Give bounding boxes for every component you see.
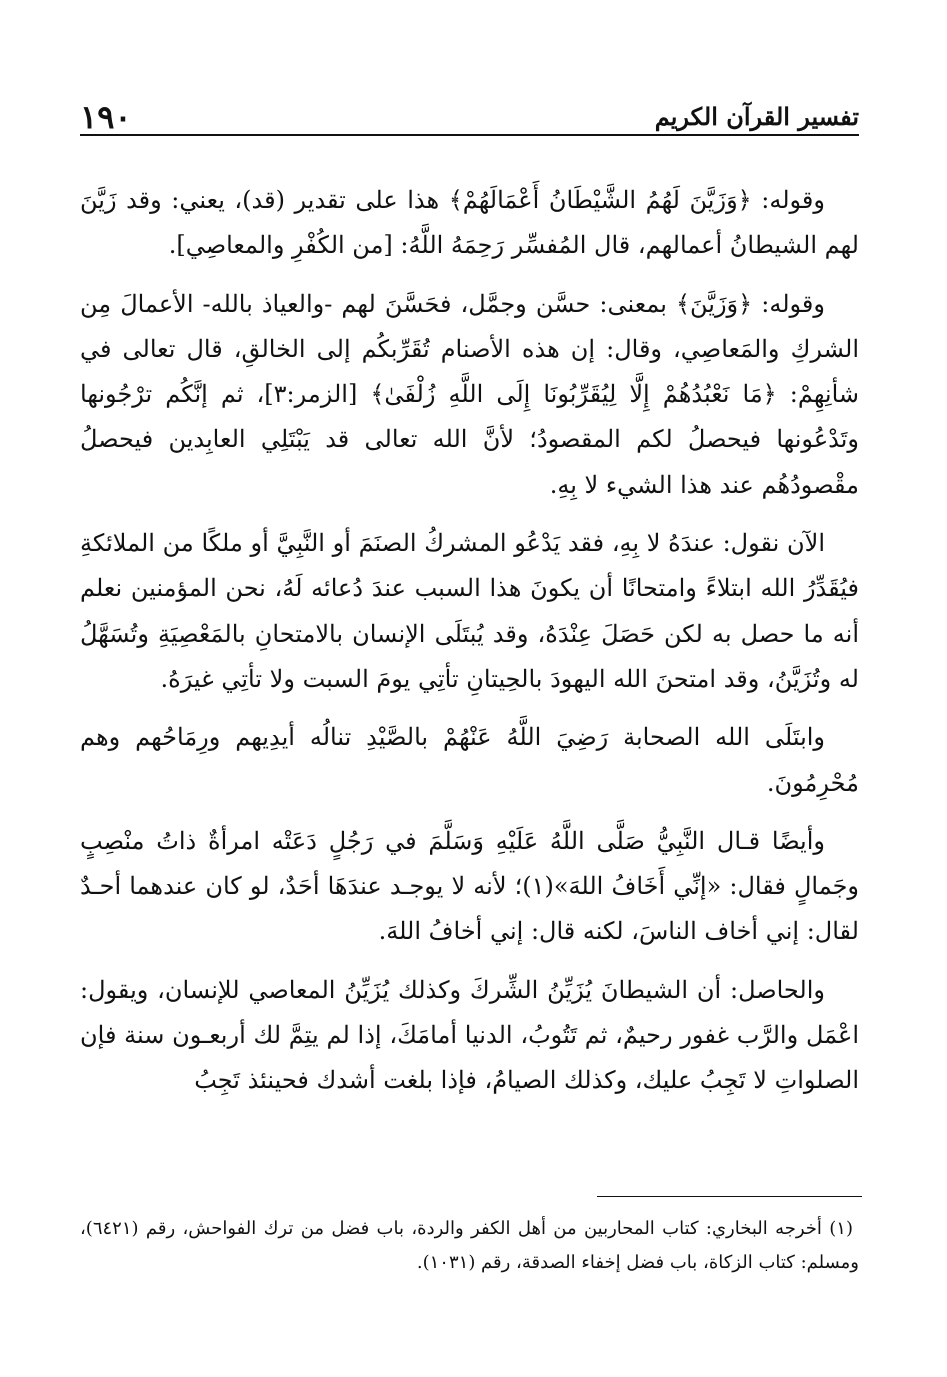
paragraph: وابتَلَى الله الصحابة رَضِيَ اللَّهُ عَنْهُمْ بالصَّيْدِ تنالُه أيدِيهم ورِمَاحُهم وهم مُحْرِمُونَ. (80, 723, 859, 797)
page-header (80, 98, 859, 138)
page-number: ١٩٠ (80, 98, 132, 136)
footnote-divider (597, 1196, 862, 1197)
paragraph: وقوله: ﴿وَزَيَّنَ لَهُمُ الشَّيْطَانُ أَعْمَالَهُمْ﴾ هذا على تقدير (قد)، يعني: وقد زَيَّنَ لهم الشيطانُ أعمالهم، قال المُفسِّر رَحِمَهُ اللَّهُ: [من الكُفْرِ والمعاصِي]. (80, 186, 859, 260)
footnote: (١) أخرجه البخاري: كتاب المحاربين من أهل الكفر والردة، باب فضل من ترك الفواحش، رقم (٦٤٢١)، ومسلم: كتاب الزكاة، باب فضل إخفاء الصدقة، رقم (١٠٣١). (80, 1218, 859, 1273)
header-divider (80, 134, 859, 136)
running-title: تفسير القرآن الكريم (654, 102, 859, 131)
paragraph: والحاصل: أن الشيطانَ يُزَيِّنُ الشِّركَ وكذلك يُزَيِّنُ المعاصي للإنسان، ويقول: اعْمَل والرَّب غفور رحيمٌ، ثم تَتُوبُ، الدنيا أمامَكَ، إذا لم يتِمَّ لك أربعـون سنة فإن الصلواتِ لا تَجِبُ عليك، وكذلك الصيامُ، فإذا بلغت أشدك فحينئذ تَجِبُ (80, 975, 859, 1095)
main-text (80, 178, 859, 1117)
paragraph: الآن نقول: عندَهُ لا بِهِ، فقد يَدْعُو المشركُ الصنَمَ أو النَّبِيَّ أو ملكًا من الملائكةِ فيُقَدِّرُ الله ابتلاءً وامتحانًا أن يكونَ هذا السبب عندَ دُعائه لَهُ، نحن المؤمنين نعلم أنه ما حصل به لكن حَصَلَ عِنْدَهُ، وقد يُبتَلَى الإنسان بالامتحانِ بالمَعْصِيَةِ وتُسَهَّلُ له وتُزَيَّنُ، وقد امتحنَ الله اليهودَ بالحِيتانِ تأتِي يومَ السبت ولا تأتِي غيرَهُ. (80, 529, 859, 693)
paragraph: وأيضًا قـال النَّبِيُّ صَلَّى اللَّهُ عَلَيْهِ وَسَلَّمَ في رَجُلٍ دَعَتْه امرأةٌ ذاتُ منْصِبٍ وجَمالٍ فقال: «إنِّي أَخَافُ اللهَ»(١)؛ لأنه لا يوجـد عندَهَا أحَدٌ، لو كان عندهما أحـدٌ لقال: إني أخاف الناسَ، لكنه قال: إني أخافُ اللهَ. (80, 826, 859, 946)
paragraph: وقوله: ﴿وَزَيَّنَ﴾ بمعنى: حسَّن وجمَّل، فحَسَّنَ لهم -والعياذ بالله- الأعمالَ مِن الشركِ والمَعاصِي، وقال: إن هذه الأصنام تُقَرِّبكُم إلى الخالقِ، قال تعالى في شأنِهِمْ: ﴿مَا نَعْبُدُهُمْ إِلَّا لِيُقَرِّبُونَا إِلَى اللَّهِ زُلْفَىٰ﴾ [الزمر:٣]، ثم إنَّكُم ترْجُونها وتَدْعُونها فيحصلُ لكم المقصودُ؛ لأنَّ الله تعالى قد يَبْتَلِي العابِدين فيحصلُ مقْصودُهُم عند هذا الشيء لا بِهِ. (80, 289, 860, 499)
footnotes (80, 1212, 859, 1280)
